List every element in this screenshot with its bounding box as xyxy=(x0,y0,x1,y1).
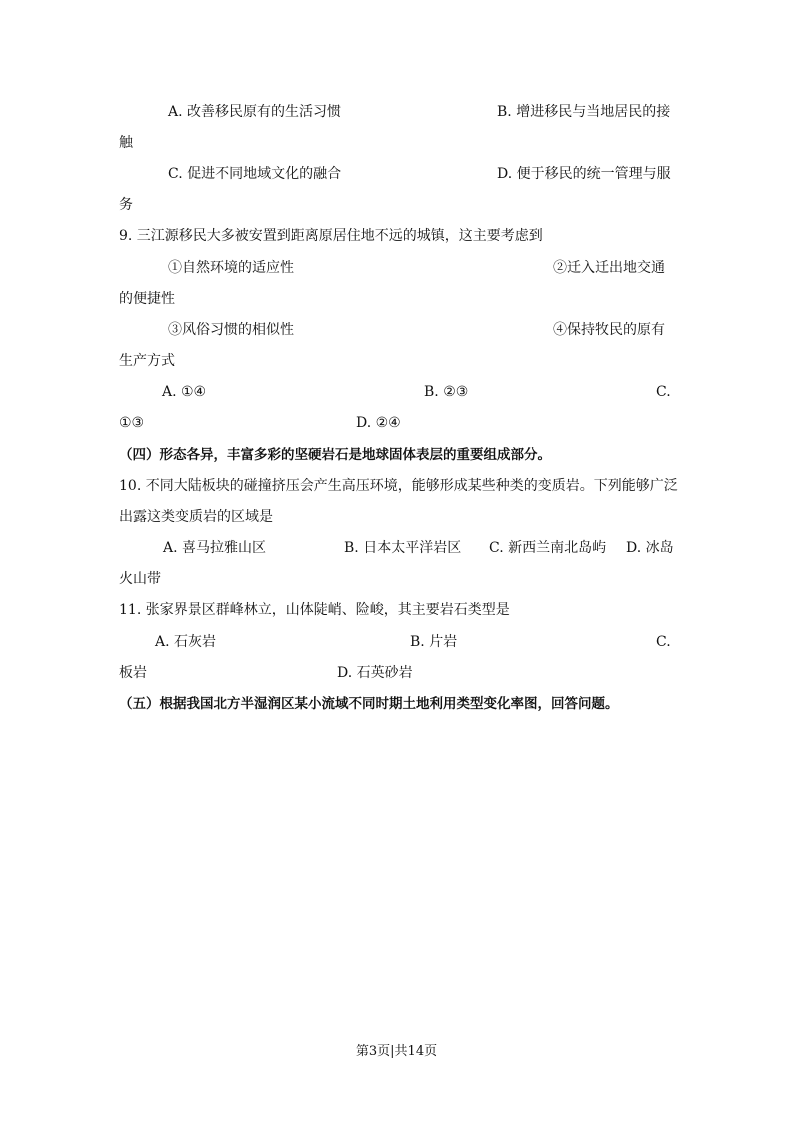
q9-item-1: ①自然环境的适应性 xyxy=(168,260,294,276)
q10-option-d-wrap: 火山带 xyxy=(119,571,161,587)
q8-option-d: D. 便于移民的统一管理与服 xyxy=(497,166,671,182)
q9-option-a: A. ①④ xyxy=(162,384,207,400)
q9-option-c-wrap: ①③ xyxy=(119,415,145,431)
q9-item-3: ③风俗习惯的相似性 xyxy=(168,322,294,338)
section-5-heading: （五）根据我国北方半湿润区某小流域不同时期土地利用类型变化率图，回答问题。 xyxy=(119,696,619,712)
q9-option-d: D. ②④ xyxy=(356,415,401,431)
q9-stem: 9. 三江源移民大多被安置到距离原居住地不远的城镇，这主要考虑到 xyxy=(119,228,543,244)
q9-item-4-wrap: 生产方式 xyxy=(119,353,175,369)
q11-stem: 11. 张家界景区群峰林立，山体陡峭、险峻，其主要岩石类型是 xyxy=(119,602,510,618)
q8-option-a: A. 改善移民原有的生活习惯 xyxy=(168,104,342,120)
q9-item-2-wrap: 的便捷性 xyxy=(119,291,175,307)
q9-item-4: ④保持牧民的原有 xyxy=(553,322,665,338)
q10-stem-line-2: 出露这类变质岩的区域是 xyxy=(119,509,273,525)
q10-option-b: B. 日本太平洋岩区 xyxy=(344,540,462,556)
q11-option-c: C. xyxy=(656,634,671,650)
q10-option-d: D. 冰岛 xyxy=(626,540,674,556)
q8-option-b: B. 增进移民与当地居民的接 xyxy=(497,104,671,120)
q9-option-b: B. ②③ xyxy=(424,384,469,400)
q11-option-d: D. 石英砂岩 xyxy=(337,665,413,681)
section-4-heading: （四）形态各异，丰富多彩的坚硬岩石是地球固体表层的重要组成部分。 xyxy=(119,447,551,463)
q9-item-2: ②迁入迁出地交通 xyxy=(553,260,665,276)
q8-option-c: C. 促进不同地域文化的融合 xyxy=(168,166,342,182)
page-footer: 第3页|共14页 xyxy=(355,1044,438,1059)
q11-option-a: A. 石灰岩 xyxy=(155,634,217,650)
q11-option-c-wrap: 板岩 xyxy=(119,665,147,681)
q9-option-c: C. xyxy=(656,384,671,400)
q10-option-c: C. 新西兰南北岛屿 xyxy=(489,540,607,556)
q11-option-b: B. 片岩 xyxy=(410,634,458,650)
q8-option-d-wrap: 务 xyxy=(119,197,133,213)
q10-stem-line-1: 10. 不同大陆板块的碰撞挤压会产生高压环境，能够形成某些种类的变质岩。下列能够广泛 xyxy=(119,478,678,494)
q8-option-b-wrap: 触 xyxy=(119,135,133,151)
q10-option-a: A. 喜马拉雅山区 xyxy=(163,540,267,556)
